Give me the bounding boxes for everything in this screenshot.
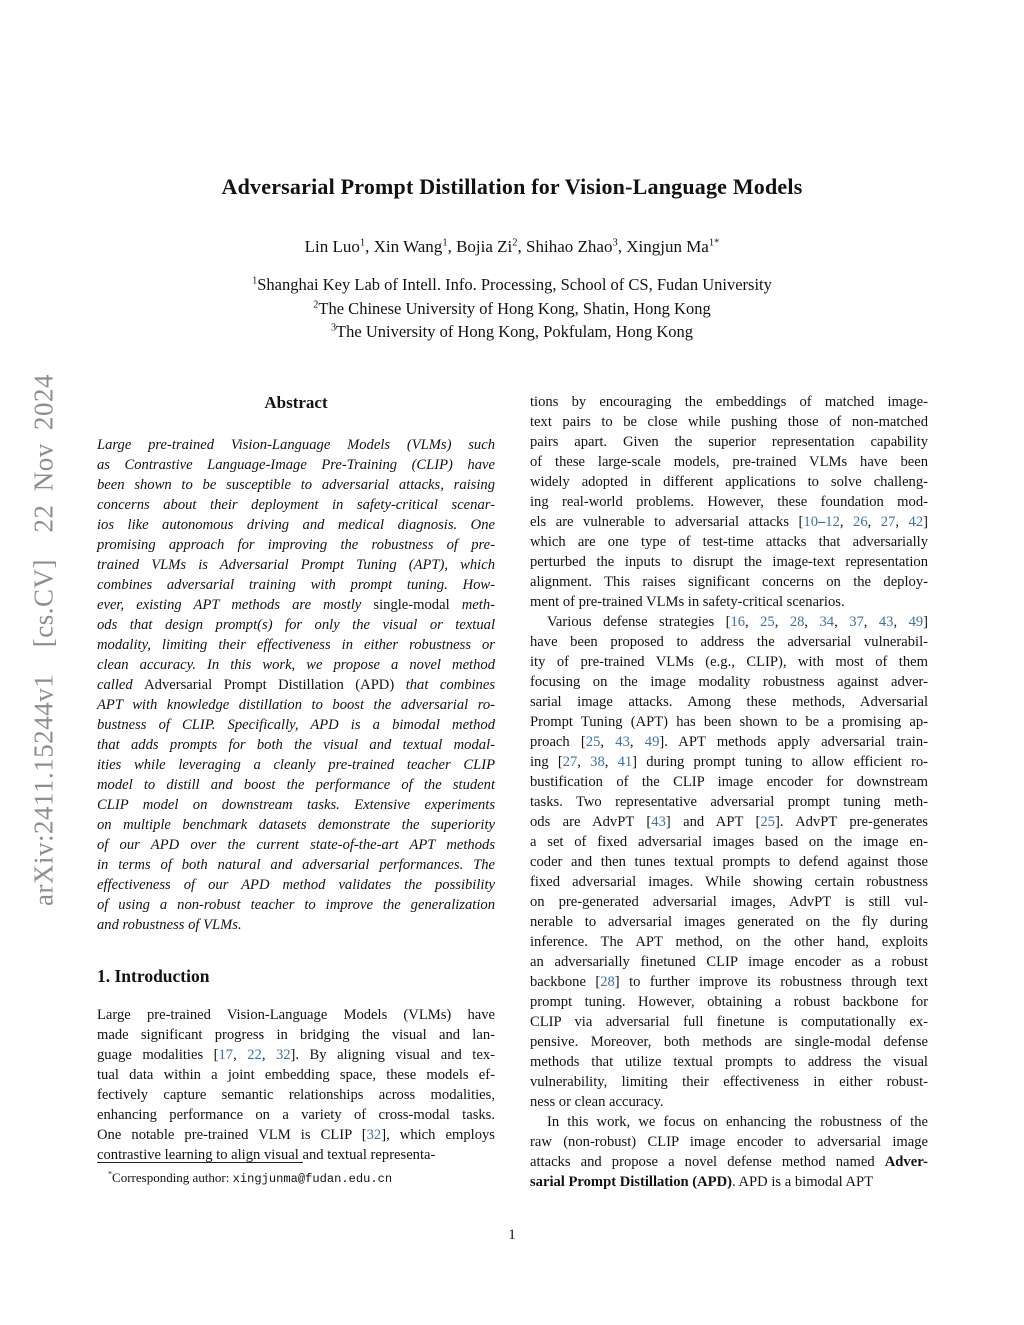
text-line: nerable to adversarial images generated on the fly during <box>530 914 928 930</box>
text-line: bustification of the CLIP image encoder for downstream <box>530 774 928 790</box>
citation-link[interactable]: 38 <box>590 754 605 770</box>
citation-link[interactable]: 28 <box>600 974 615 990</box>
text-line: on multiple benchmark datasets demonstrate the superiority <box>97 817 495 833</box>
footnote-text: *Corresponding author: xingjunma@fudan.edu.cn <box>108 1169 393 1186</box>
citation-link[interactable]: 32 <box>275 1047 291 1063</box>
text-line: fixed adversarial images. While showing certain robustness <box>530 874 928 890</box>
citation-link[interactable]: 25 <box>760 814 775 830</box>
text-line: combines adversarial training with prompt tuning. How- <box>97 577 495 593</box>
text-line: APT with knowledge distillation to boost the adversarial ro- <box>97 697 495 713</box>
text-line: attacks and propose a novel defense method named Adver- <box>530 1154 928 1170</box>
citation-link[interactable]: 17 <box>218 1047 234 1063</box>
affiliation-line-3: $^3$The University of Hong Kong, Pokfulam, Hong Kong <box>330 322 694 341</box>
text-line: of using a non-robust teacher to improve the generalization <box>97 897 495 913</box>
text-line: called Adversarial Prompt Distillation (APD) that combines <box>97 677 495 693</box>
text-line: trained VLMs is Adversarial Prompt Tuning (APT), which <box>97 557 495 573</box>
paragraph <box>530 612 928 1112</box>
text-line: tions by encouraging the embeddings of matched image- <box>530 394 928 410</box>
text-line: ods that design prompt(s) for only the visual or textual <box>97 617 495 633</box>
text-line: ness or clean accuracy. <box>530 1094 664 1110</box>
introduction-text <box>97 1005 495 1165</box>
text-line: as Contrastive Language-Image Pre-Training (CLIP) have <box>97 457 495 473</box>
text-line: modality, limiting their effectiveness in either robustness or <box>97 637 495 653</box>
text-line: concerns about their deployment in safety-critical scenar- <box>97 497 495 513</box>
citation-link[interactable]: 25 <box>760 614 775 630</box>
text-line: text pairs to be close while pushing those of non-matched <box>530 414 928 430</box>
text-line: ment of pre-trained VLMs in safety-critical scenarios. <box>530 594 845 610</box>
text-line: sarial image attacks. Among these methods, Adversarial <box>530 694 928 710</box>
text-line: been shown to be susceptible to adversarial attacks, raising <box>97 477 495 493</box>
page-number: 1 <box>508 1227 516 1243</box>
text-line: coder and then tunes textual prompts to defend against those <box>530 854 928 870</box>
text-line: bustness of CLIP. Specifically, APD is a bimodal method <box>97 717 495 733</box>
text-line: ities while leveraging a cleanly pre-trained teacher CLIP <box>97 757 495 773</box>
text-line: vulnerability, limiting their effectiveness in either robust- <box>530 1074 928 1090</box>
text-line: backbone [28] to further improve its robustness through text <box>530 974 928 990</box>
text-line: inference. The APT method, on the other hand, exploits <box>530 934 928 950</box>
text-line: in terms of both natural and adversarial performances. The <box>97 857 495 873</box>
authors-line: Lin Luo$^1$, Xin Wang$^1$, Bojia Zi$^2$, Shihao Zhao$^3$, Xingjun $Ma^{1*}$ <box>304 237 720 256</box>
citation-link[interactable]: 32 <box>366 1127 382 1143</box>
text-line: model to distill and boost the performance of the student <box>97 777 495 793</box>
email-link[interactable]: xingjunma@fudan.edu.cn <box>232 1172 393 1186</box>
text-line: Large pre-trained Vision-Language Models (VLMs) have <box>97 1007 495 1023</box>
text-line: ios like autonomous driving and medical diagnosis. One <box>97 517 495 533</box>
citation-link[interactable]: 26 <box>853 514 868 530</box>
text-line: perturbed the inputs to disrupt the image-text representation <box>530 554 928 570</box>
text-line: One notable pre-trained VLM is CLIP [32], which employs <box>97 1127 495 1143</box>
text-line: ing real-world problems. However, these foundation mod- <box>530 494 928 510</box>
text-line: ods are AdvPT [43] and APT [25]. AdvPT pre-generates <box>530 814 928 830</box>
citation-link[interactable]: 25 <box>585 734 601 750</box>
citation-link[interactable]: 42 <box>908 514 924 530</box>
text-line: prompt tuning. However, obtaining a robust backbone for <box>530 994 928 1010</box>
text-line: clean accuracy. In this work, we propose a novel method <box>97 657 495 673</box>
left-column <box>97 392 495 1165</box>
text-line: guage modalities [17, 22, 32]. By aligning visual and tex- <box>97 1047 495 1063</box>
text-line: Prompt Tuning (APT) has been shown to be a promising ap- <box>530 714 928 730</box>
text-line: made significant progress in bridging the visual and lan- <box>97 1027 495 1043</box>
text-line: methods that utilize textual prompts to address the visual <box>530 1054 928 1070</box>
text-line: pensive. Moreover, both methods are single-modal defense <box>530 1034 928 1050</box>
citation-link[interactable]: 41 <box>617 754 633 770</box>
affiliation-line-1: $^1$Shanghai Key Lab of Intell. Info. Processing, School of CS, Fudan University <box>252 275 772 294</box>
abstract-text <box>97 435 495 935</box>
text-line: ity of pre-trained VLMs (e.g., CLIP), with most of them <box>530 654 928 670</box>
text-line: pairs apart. Given the superior representation capability <box>530 434 928 450</box>
text-line: that adds prompts for both the visual and textual modal- <box>97 737 495 753</box>
text-line: of our APD over the current state-of-the-art APT methods <box>97 837 495 853</box>
citation-link[interactable]: 27 <box>562 754 578 770</box>
text-line: focusing on the image modality robustness against adver- <box>530 674 928 690</box>
text-line: proach [25, 43, 49]. APT methods apply adversarial train- <box>530 734 929 750</box>
text-line: promising approach for improving the robustness of pre- <box>97 537 495 553</box>
text-line: have been proposed to address the adversarial vulnerabil- <box>530 634 928 650</box>
citation-link[interactable]: 28 <box>789 614 805 630</box>
text-line: widely adopted in different applications to solve challeng- <box>530 474 928 490</box>
introduction-heading: 1. Introduction <box>97 966 210 986</box>
citation-link[interactable]: 10 <box>803 514 818 530</box>
text-line: of these large-scale models, pre-trained VLMs have been <box>530 454 928 470</box>
text-line: Various defense strategies [16, 25, 28, 34, 37, 43, 49] <box>547 614 929 630</box>
text-line: tual data within a joint embedding space, these models ef- <box>97 1067 495 1083</box>
citation-link[interactable]: 27 <box>880 514 896 530</box>
text-line: CLIP via adversarial full finetune is computationally ex- <box>530 1014 928 1030</box>
affiliation-line-2: $^2$The Chinese University of Hong Kong, Shatin, Hong Kong <box>313 298 711 318</box>
citation-link[interactable]: 22 <box>247 1047 262 1063</box>
text-line: els are vulnerable to adversarial attacks [10–12, 26, 27, 42] <box>530 514 929 530</box>
text-line: fectively capture semantic relationships across modalities, <box>97 1087 495 1103</box>
paragraph <box>530 1112 928 1192</box>
citation-link[interactable]: 37 <box>849 614 864 630</box>
citation-link[interactable]: 43 <box>615 734 630 750</box>
text-line: sarial Prompt Distillation (APD). APD is a bimodal APT <box>530 1174 874 1190</box>
text-line: which are one type of test-time attacks that adversarially <box>530 534 928 550</box>
paragraph <box>530 392 928 612</box>
text-line: CLIP model on downstream tasks. Extensive experiments <box>97 797 495 813</box>
arxiv-watermark: arXiv:2411.15244v1 [cs.CV] 22 Nov 2024 <box>28 374 59 906</box>
citation-link[interactable]: 49 <box>644 734 660 750</box>
text-line: tasks. Two representative adversarial prompt tuning meth- <box>530 794 928 810</box>
text-line: enhancing performance on a variety of cross-modal tasks. <box>97 1107 495 1123</box>
text-line: effectiveness of our APD method validates the possibility <box>97 877 495 893</box>
citation-link[interactable]: 12 <box>825 514 840 530</box>
citation-link[interactable]: 16 <box>730 614 746 630</box>
text-line: ing [27, 38, 41] during prompt tuning to allow efficient ro- <box>530 754 929 770</box>
right-column <box>530 392 928 1192</box>
citation-link[interactable]: 43 <box>651 814 666 830</box>
affiliations-block <box>0 273 1024 344</box>
text-line: and robustness of VLMs. <box>97 917 242 933</box>
citation-link[interactable]: 34 <box>819 614 835 630</box>
text-line: alignment. This raises significant concerns on the deploy- <box>530 574 928 590</box>
footnote <box>97 1162 495 1187</box>
citation-link[interactable]: 43 <box>878 614 894 630</box>
text-line: Large pre-trained Vision-Language Models (VLMs) such <box>97 437 495 453</box>
footnote-rule <box>97 1162 303 1163</box>
paper-title: Adversarial Prompt Distillation for Vision-Language Models <box>221 174 803 199</box>
text-line: on pre-generated adversarial images, AdvPT is still vul- <box>530 894 928 910</box>
text-line: a set of fixed adversarial images based on the image en- <box>530 834 928 850</box>
text-line: In this work, we focus on enhancing the robustness of the <box>547 1114 928 1130</box>
text-line: contrastive learning to align visual and textual representa- <box>97 1147 436 1163</box>
text-line: ever, existing APT methods are mostly single-modal meth- <box>97 597 495 613</box>
citation-link[interactable]: 49 <box>908 614 924 630</box>
text-line: an adversarially finetuned CLIP image encoder as a robust <box>530 954 928 970</box>
text-line: raw (non-robust) CLIP image encoder to adversarial image <box>530 1134 928 1150</box>
abstract-heading: Abstract <box>264 393 328 412</box>
